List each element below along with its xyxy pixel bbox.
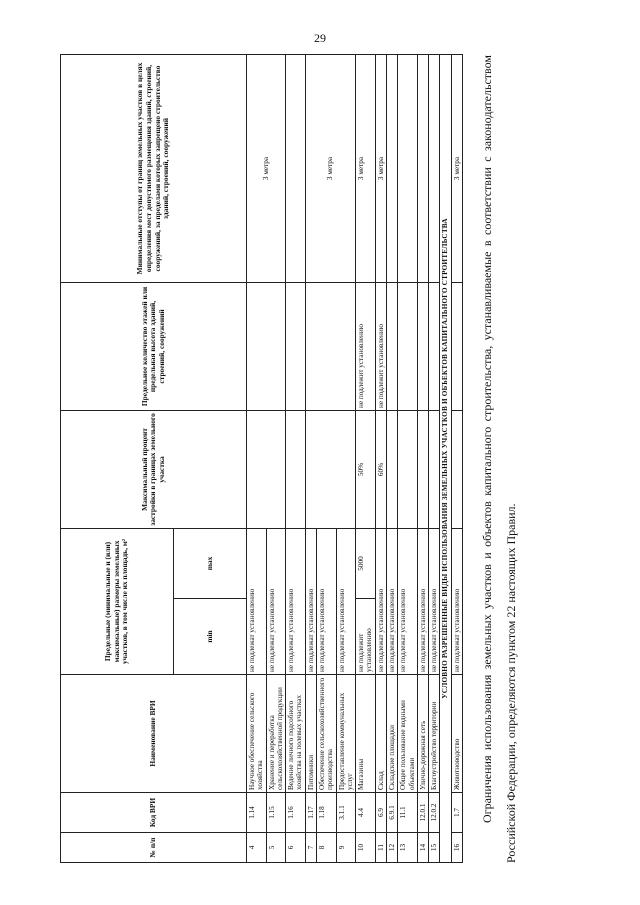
- row-num: 9: [336, 833, 356, 863]
- header-setback: Минимальные отступы от границ земельных участков в целях определения мест допустимого размещения зданий, строений, сооружений, за пределами которых запрещено строительство зданий, строений, сооружений: [61, 54, 247, 282]
- row-area: не подлежат установлению: [305, 528, 316, 674]
- row-setback: 3 метра: [451, 54, 462, 282]
- section-title: УСЛОВНО РАЗРЕШЕННЫЕ ВИДЫ ИСПОЛЬЗОВАНИЯ ЗЕМЕЛЬНЫХ УЧАСТКОВ И ОБЪЕКТОВ КАПИТАЛЬНОГО СТРОИТЕЛЬСТВА: [440, 54, 451, 862]
- table-row: [451, 54, 462, 862]
- row-name: Предоставление коммунальных услуг: [336, 675, 356, 793]
- row-name: Научное обеспечение сельского хозяйства: [247, 675, 267, 793]
- table-row: [375, 54, 386, 862]
- row-code: 11.1: [398, 793, 418, 833]
- row-num: 15: [429, 833, 440, 863]
- row-num: 11: [375, 833, 386, 863]
- header-name: Наименование ВРИ: [61, 675, 247, 793]
- row-area: не подлежат установлению: [336, 528, 356, 674]
- table-row: [398, 54, 418, 862]
- header-floors: Предельное количество этажей или предельная высота зданий, строений, сооружений: [61, 282, 247, 410]
- header-code: Код ВРИ: [61, 793, 247, 833]
- row-code: 1.17: [305, 793, 316, 833]
- row-name: Животноводство: [451, 675, 462, 793]
- row-area: не подлежат установлению: [286, 528, 306, 674]
- row-area: не подлежат установлению: [417, 528, 428, 674]
- row-floors: не подлежит установлению: [356, 282, 376, 410]
- row-percent: 50%: [356, 410, 376, 528]
- row-area: не подлежат установлению: [398, 528, 418, 674]
- row-code: 1.16: [286, 793, 306, 833]
- row-num: 5: [266, 833, 286, 863]
- row-code: 1.18: [316, 793, 336, 833]
- regulations-table: [60, 54, 463, 863]
- row-code: 12.0.2: [429, 793, 440, 833]
- row-area: не подлежат установлению: [429, 528, 440, 674]
- row-name: Питомники: [305, 675, 316, 793]
- row-name: Склад: [375, 675, 386, 793]
- row-code: 3.1.1: [336, 793, 356, 833]
- row-code: 1.7: [451, 793, 462, 833]
- row-num: 10: [356, 833, 376, 863]
- row-min: не подлежит установлению: [356, 599, 376, 675]
- row-setback: 3 метра: [247, 54, 286, 282]
- row-floors: не подлежит установлению: [375, 282, 386, 410]
- page-number: 29: [314, 31, 326, 45]
- row-name: Обеспечение сельскохозяйственного производства: [316, 675, 336, 793]
- table-row: [305, 54, 316, 862]
- row-code: 1.15: [266, 793, 286, 833]
- row-area: не подлежат установлению: [451, 528, 462, 674]
- row-name: Благоустройство территории: [429, 675, 440, 793]
- row-name: Магазины: [356, 675, 376, 793]
- row-num: 12: [386, 833, 397, 863]
- row-area: не подлежат установлению: [386, 528, 397, 674]
- row-name: Улично-дорожная сеть: [417, 675, 428, 793]
- header-percent: Максимальный процент застройки в границах земельного участка: [61, 410, 247, 528]
- row-num: 14: [417, 833, 428, 863]
- row-code: 6.9.1: [386, 793, 397, 833]
- row-area: не подлежат установлению: [375, 528, 386, 674]
- header-area: Предельные (минимальные и (или) максимальные) размеры земельных участков, в том числе их площадь, м²: [61, 528, 174, 674]
- table-row: [286, 54, 306, 862]
- table-row: [356, 54, 376, 862]
- row-num: 6: [286, 833, 306, 863]
- row-setback: 3 метра: [375, 54, 386, 282]
- table-row: [417, 54, 428, 862]
- header-max: max: [174, 528, 247, 598]
- row-code: 4.4: [356, 793, 376, 833]
- row-num: 13: [398, 833, 418, 863]
- table-row: [386, 54, 397, 862]
- row-name: Хранение и переработка сельскохозяйственной продукции: [266, 675, 286, 793]
- row-code: 6.9: [375, 793, 386, 833]
- table-row: [429, 54, 440, 862]
- section-title-row: [440, 54, 451, 862]
- row-percent: 60%: [375, 410, 386, 528]
- row-num: 4: [247, 833, 267, 863]
- table-row: [247, 54, 267, 862]
- row-name: Складские площадки: [386, 675, 397, 793]
- row-num: 16: [451, 833, 462, 863]
- row-num: 8: [316, 833, 336, 863]
- row-setback: 3 метра: [305, 54, 355, 282]
- restrictions-note: Ограничения использования земельных участков и объектов капитального строительства, устанавливаемые в соответствии с законодательством Российской Федерации, определяются пунктом 22 настоящих Правил.: [480, 55, 518, 863]
- row-code: 1.14: [247, 793, 267, 833]
- row-name: Общее пользование водными объектами: [398, 675, 418, 793]
- row-num: 7: [305, 833, 316, 863]
- row-code: 12.0.1: [417, 793, 428, 833]
- row-area: не подлежат установлению: [266, 528, 286, 674]
- row-max: 5000: [356, 528, 376, 598]
- row-area: не подлежат установлению: [316, 528, 336, 674]
- row-setback: 3 метра: [356, 54, 376, 282]
- header-num: № п/п: [61, 833, 247, 863]
- row-area: не подлежат установлению: [247, 528, 267, 674]
- header-min: min: [174, 599, 247, 675]
- rotated-page-content: [55, 55, 540, 875]
- row-name: Ведение личного подсобного хозяйства на полевых участках: [286, 675, 306, 793]
